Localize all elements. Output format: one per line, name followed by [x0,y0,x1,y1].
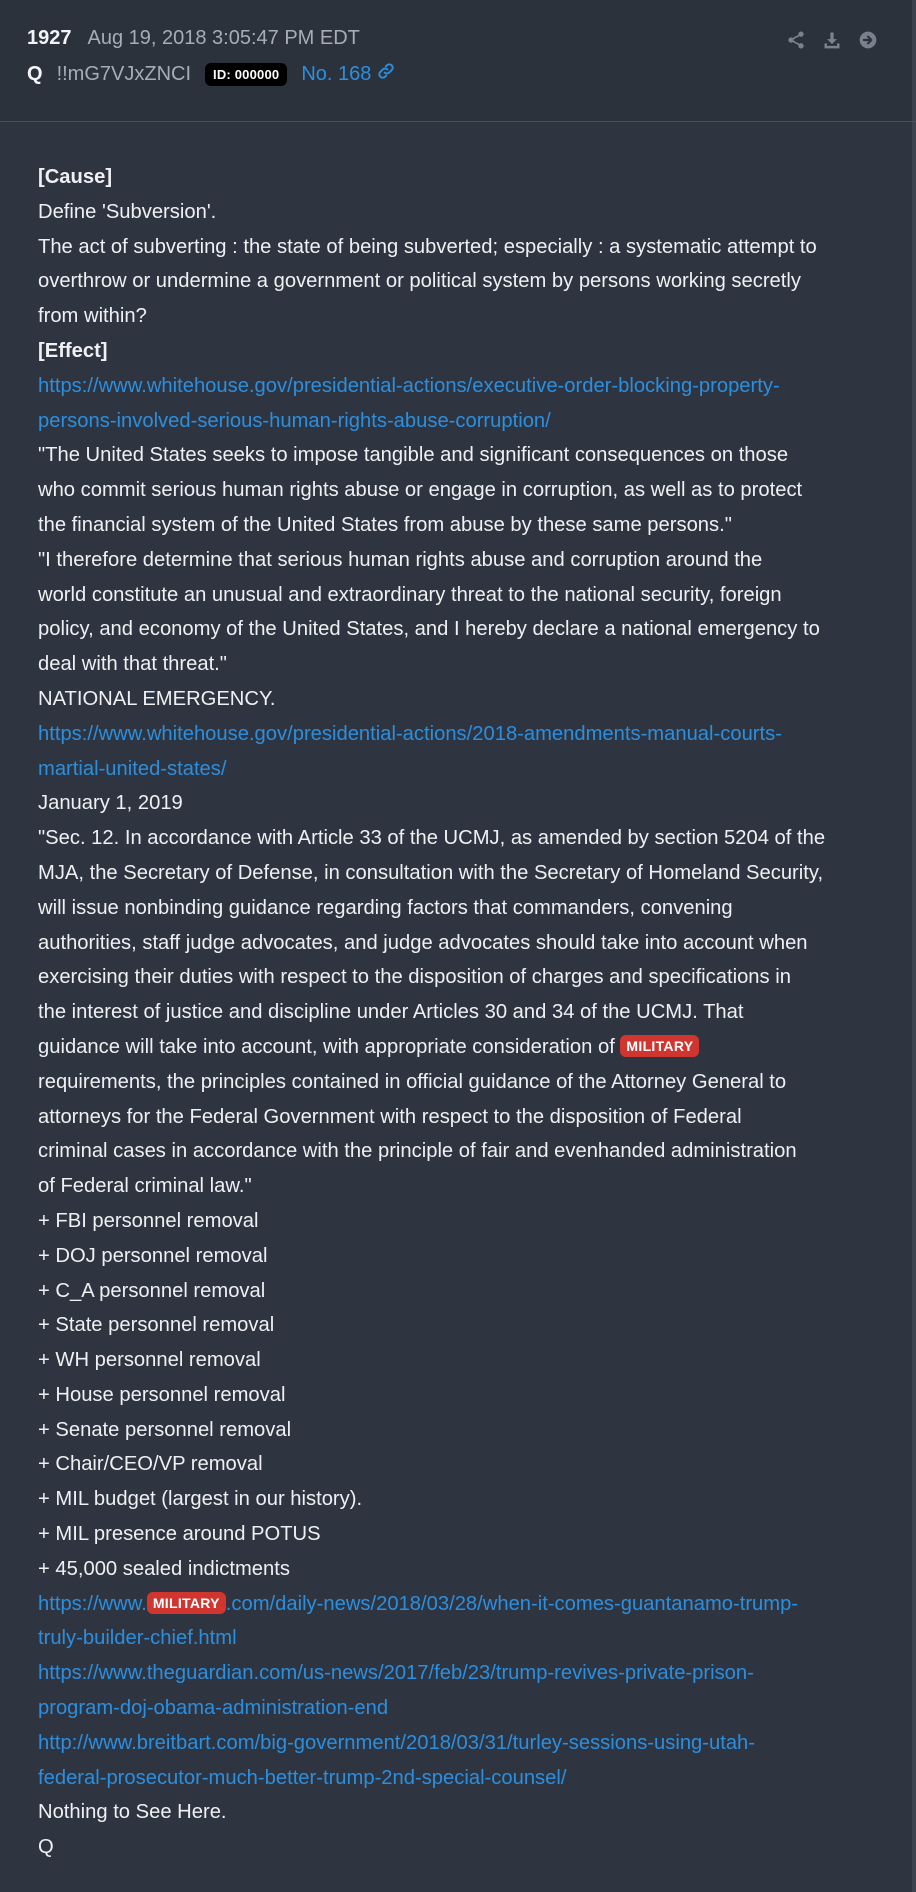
list-item: + FBI personnel removal [38,1209,259,1232]
signature: Q [38,1836,54,1859]
text-line: will issue nonbinding guidance regarding factors that commanders, convening [38,896,733,919]
list-item: + WH personnel removal [38,1349,261,1372]
text-line: authorities, staff judge advocates, and judge advocates should take into account when [38,931,808,954]
text-line: overthrow or undermine a government or political system by persons working secretly [38,270,801,293]
military-badge: MILITARY [147,1592,226,1614]
post-no-link[interactable] [301,62,395,86]
list-item: + MIL budget (largest in our history). [38,1488,363,1511]
list-item: + Chair/CEO/VP removal [38,1453,263,1476]
list-item: + 45,000 sealed indictments [38,1557,290,1580]
share-icon[interactable] [784,28,808,52]
breitbart-link[interactable]: http://www.breitbart.com/big-government/2018/03/31/turley-sessions-using-utah- [38,1731,756,1754]
list-item: + Senate personnel removal [38,1418,292,1441]
whitehouse-eo-link[interactable]: https://www.whitehouse.gov/presidential-actions/executive-order-blocking-property- [38,374,780,397]
breitbart-link-cont[interactable]: federal-prosecutor-much-better-trump-2nd-special-counsel/ [38,1766,567,1789]
text-line: "The United States seeks to impose tangible and significant consequences on those [38,444,789,467]
list-item: + MIL presence around POTUS [38,1523,321,1546]
military-com-link[interactable] [38,1593,798,1615]
text-line: the interest of justice and discipline under Articles 30 and 34 of the UCMJ. That [38,1001,744,1024]
closing-line: Nothing to See Here. [38,1801,227,1824]
arrow-right-circle-icon[interactable] [856,28,880,52]
text-line: "Sec. 12. In accordance with Article 33 of the UCMJ, as amended by section 5204 of the [38,827,826,850]
whitehouse-eo-link-cont[interactable]: persons-involved-serious-human-rights-abuse-corruption/ [38,409,551,432]
text-line: of Federal criminal law." [38,1175,252,1198]
post-body [38,160,878,1865]
author-tripcode: !!mG7VJxZNCI [56,62,192,85]
list-item: + DOJ personnel removal [38,1244,268,1267]
list-item: + State personnel removal [38,1314,275,1337]
effect-label: [Effect] [38,339,108,362]
post-header [0,0,916,122]
download-icon[interactable] [820,28,844,52]
link-icon [377,62,395,86]
whitehouse-mcm-link-cont[interactable]: martial-united-states/ [38,757,227,780]
post-no-label: No. 168 [301,62,372,85]
military-badge: MILITARY [620,1035,699,1057]
text-line: MJA, the Secretary of Defense, in consultation with the Secretary of Homeland Security, [38,861,824,884]
text-line: who commit serious human rights abuse or engage in corruption, as well as to protect [38,479,803,502]
text-line: criminal cases in accordance with the principle of fair and evenhanded administration [38,1140,797,1163]
scroll-edge [912,0,916,1892]
post-timestamp: Aug 19, 2018 3:05:47 PM EDT [87,27,360,49]
text-line: from within? [38,305,147,328]
text-line: deal with that threat." [38,653,227,676]
guardian-link[interactable]: https://www.theguardian.com/us-news/2017/feb/23/trump-revives-private-prison- [38,1662,754,1685]
link-part: https://www. [38,1592,147,1615]
author-name: Q [27,62,43,85]
text-line: exercising their duties with respect to the disposition of charges and specifications in [38,966,791,989]
post-author-row [27,62,395,86]
text-span: guidance will take into account, with appropriate consideration of [38,1035,615,1058]
text-line: NATIONAL EMERGENCY. [38,687,276,710]
post-number: 1927 [27,27,72,49]
text-line: "I therefore determine that serious human rights abuse and corruption around the [38,548,763,571]
text-line: requirements, the principles contained in official guidance of the Attorney General to [38,1070,787,1093]
cause-label: [Cause] [38,166,113,188]
whitehouse-mcm-link[interactable]: https://www.whitehouse.gov/presidential-actions/2018-amendments-manual-courts- [38,722,782,745]
text-line: attorneys for the Federal Government with respect to the disposition of Federal [38,1105,742,1128]
text-line: The act of subverting : the state of being subverted; especially : a systematic attempt to [38,235,817,258]
guardian-link-cont[interactable]: program-doj-obama-administration-end [38,1697,389,1720]
post-meta-row [27,27,360,50]
text-line: world constitute an unusual and extraordinary threat to the national security, foreign [38,583,782,606]
link-part: .com/daily-news/2018/03/28/when-it-comes-guantanamo-trump- [225,1592,799,1615]
text-line: January 1, 2019 [38,792,183,815]
text-line: policy, and economy of the United States, and I hereby declare a national emergency to [38,618,820,641]
list-item: + House personnel removal [38,1383,286,1406]
text-line-with-badge [38,1030,878,1065]
id-badge: ID: 000000 [205,63,287,86]
list-item: + C_A personnel removal [38,1279,266,1302]
military-com-link-cont[interactable]: truly-builder-chief.html [38,1627,237,1650]
text-line: Define 'Subversion'. [38,200,217,223]
text-line: the financial system of the United States from abuse by these same persons." [38,513,732,536]
post-actions [784,28,880,52]
